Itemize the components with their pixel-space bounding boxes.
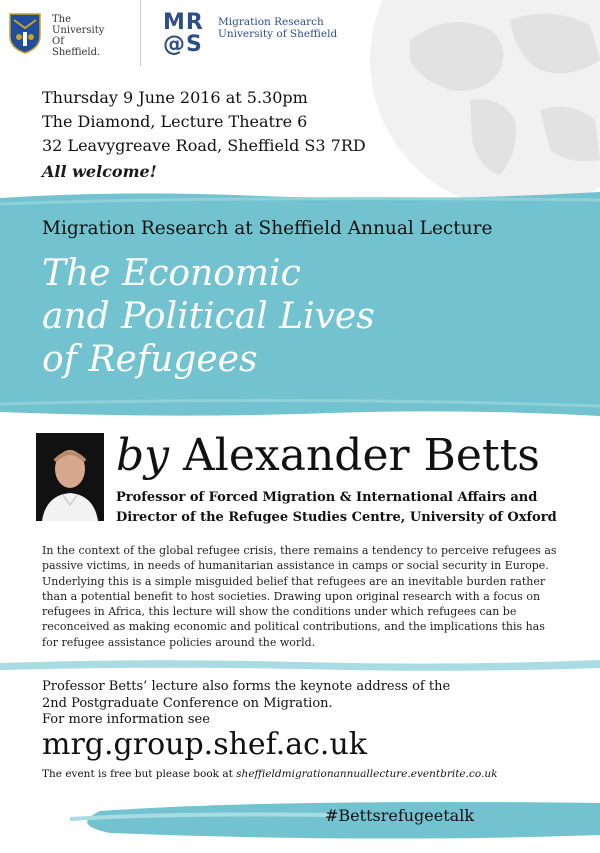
speaker-photo <box>36 433 104 521</box>
lecture-series: Migration Research at Sheffield Annual Lecture <box>42 218 493 239</box>
mrs-text <box>218 16 337 40</box>
lecture-title-line3: of Refugees <box>42 339 258 380</box>
event-date-time: Thursday 9 June 2016 at 5.30pm <box>42 88 308 107</box>
mrs-text-line1: Migration Research <box>218 16 324 28</box>
speaker-heading <box>116 430 540 481</box>
event-hashtag: #Bettsrefugeetalk <box>325 806 475 825</box>
booking-prefix: The event is free but please book at <box>42 768 237 780</box>
conference-line2: 2nd Postgraduate Conference on Migration. <box>42 696 333 711</box>
more-info-text: For more information see <box>42 712 210 727</box>
lecture-title-line1: The Economic <box>42 253 301 294</box>
welcome-text: All welcome! <box>42 162 157 181</box>
world-map-background <box>300 0 600 200</box>
speaker-name: Alexander Betts <box>183 430 540 481</box>
university-name-line: The <box>52 14 72 25</box>
booking-url-link[interactable]: sheffieldmigrationannuallecture.eventbrite.co.uk <box>236 768 498 780</box>
speaker-role-line1: Professor of Forced Migration & International Affairs and <box>116 490 538 505</box>
event-venue: The Diamond, Lecture Theatre 6 <box>42 112 308 131</box>
event-address: 32 Leavygreave Road, Sheffield S3 7RD <box>42 136 366 155</box>
university-name <box>52 14 104 58</box>
university-logo <box>0 0 141 66</box>
university-name-line: University <box>52 25 105 36</box>
university-name-line: Of <box>52 36 64 47</box>
mrs-mark-bottom: @S <box>163 32 203 57</box>
lecture-title-line2: and Political Lives <box>42 296 375 337</box>
mrs-text-line2: University of Sheffield <box>218 28 338 40</box>
divider-brush <box>0 654 600 676</box>
conference-line1: Professor Betts’ lecture also forms the keynote address of the <box>42 679 451 694</box>
speaker-by: by <box>116 430 170 481</box>
university-name-line: Sheffield. <box>52 47 101 58</box>
booking-note <box>42 768 497 780</box>
mrs-logo <box>163 12 343 62</box>
university-crest-icon <box>8 12 42 54</box>
mrs-mark-top: MR <box>163 10 204 35</box>
lecture-abstract: In the context of the global refugee crisis, there remains a tendency to perceive refugees as passive victims, in needs of humanitarian assistance in camps or social security in Europe. Underlying this is a simple misguided belief that refugees are an inevitable burden rather than a potential benefit to host societies. Drawing upon original research with a focus on refugees in Africa, this lecture will show the conditions under which refugees can be reconceived as making economic and political contributions, and the implications this has for refugee assistance policies around the world. <box>42 544 557 649</box>
mrs-mark <box>163 12 204 56</box>
website-link[interactable]: mrg.group.shef.ac.uk <box>42 727 367 762</box>
speaker-role-line2: Director of the Refugee Studies Centre, University of Oxford <box>116 510 557 525</box>
